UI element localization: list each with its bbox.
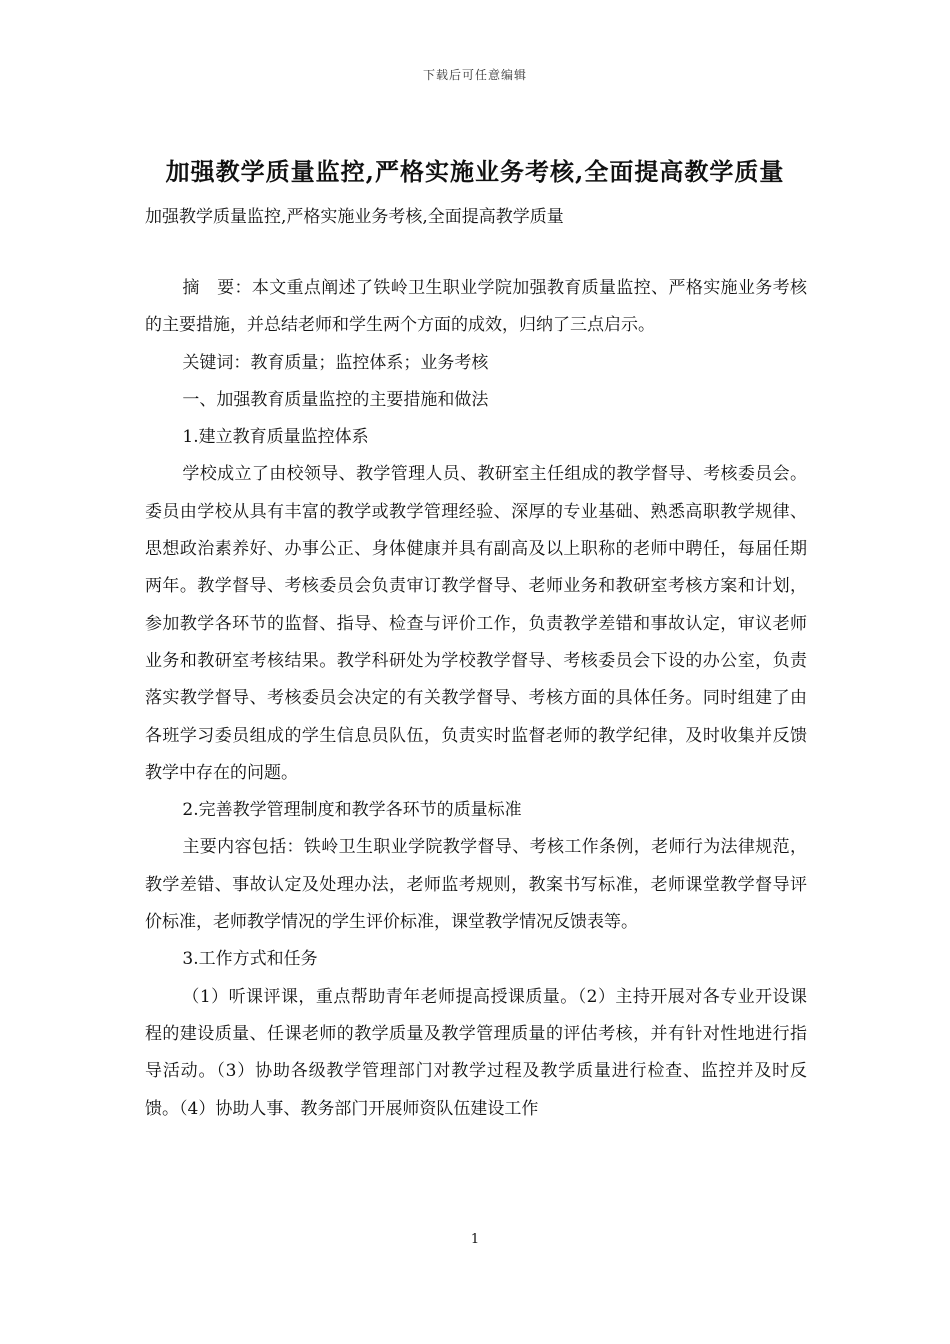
page-number: 1 — [470, 1232, 480, 1247]
document-title: 加强教学质量监控,严格实施业务考核,全面提高教学质量 — [165, 157, 785, 186]
abstract-paragraph: 摘 要：本文重点阐述了铁岭卫生职业学院加强教育质量监控、严格实施业务考核的主要措施，并总结老师和学生两个方面的成效，归纳了三点启示。 — [145, 278, 807, 336]
body-paragraph: （1）听课评课，重点帮助青年老师提高授课质量。（2）主持开展对各专业开设课程的建设质量、任课老师的教学质量及教学管理质量的评估考核，并有针对性地进行指导活动。（3）协助各级教学管理部门对教学过程及教学质量进行检查、监控并及时反馈。（4）协助人事、教务部门开展师资队伍建设工作 — [145, 986, 807, 1119]
body-paragraph: 主要内容包括：铁岭卫生职业学院教学督导、考核工作条例，老师行为法律规范，教学差错、事故认定及处理办法，老师监考规则，教案书写标准，老师课堂教学督导评价标准，老师教学情况的学生评价标准，课堂教学情况反馈表等。 — [145, 837, 807, 933]
download-note: 下载后可任意编辑 — [422, 68, 527, 82]
keywords-line: 关键词：教育质量；监控体系；业务考核 — [182, 352, 489, 373]
subsection-heading-3: 3.工作方式和任务 — [182, 949, 318, 970]
body-paragraph: 学校成立了由校领导、教学管理人员、教研室主任组成的教学督导、考核委员会。委员由学校从具有丰富的教学或教学管理经验、深厚的专业基础、熟悉高职教学规律、思想政治素养好、办事公正、身体健康并具有副高及以上职称的老师中聘任，每届任期两年。教学督导、考核委员会负责审订教学督导、老师业务和教研室考核方案和计划，参加教学各环节的监督、指导、检查与评价工作，负责教学差错和事故认定，审议老师业务和教研室考核结果。教学科研处为学校教学督导、考核委员会下设的办公室，负责落实教学督导、考核委员会决定的有关教学督导、考核方面的具体任务。同时组建了由各班学习委员组成的学生信息员队伍，负责实时监督老师的教学纪律，及时收集并反馈教学中存在的问题。 — [145, 464, 807, 783]
document-body — [145, 270, 807, 1128]
subsection-heading-1: 1.建立教育质量监控体系 — [182, 427, 369, 448]
document-subtitle: 加强教学质量监控,严格实施业务考核,全面提高教学质量 — [145, 207, 564, 227]
subsection-heading-2: 2.完善教学管理制度和教学各环节的质量标准 — [182, 800, 522, 821]
section-heading-1: 一、加强教育质量监控的主要措施和做法 — [182, 389, 489, 410]
